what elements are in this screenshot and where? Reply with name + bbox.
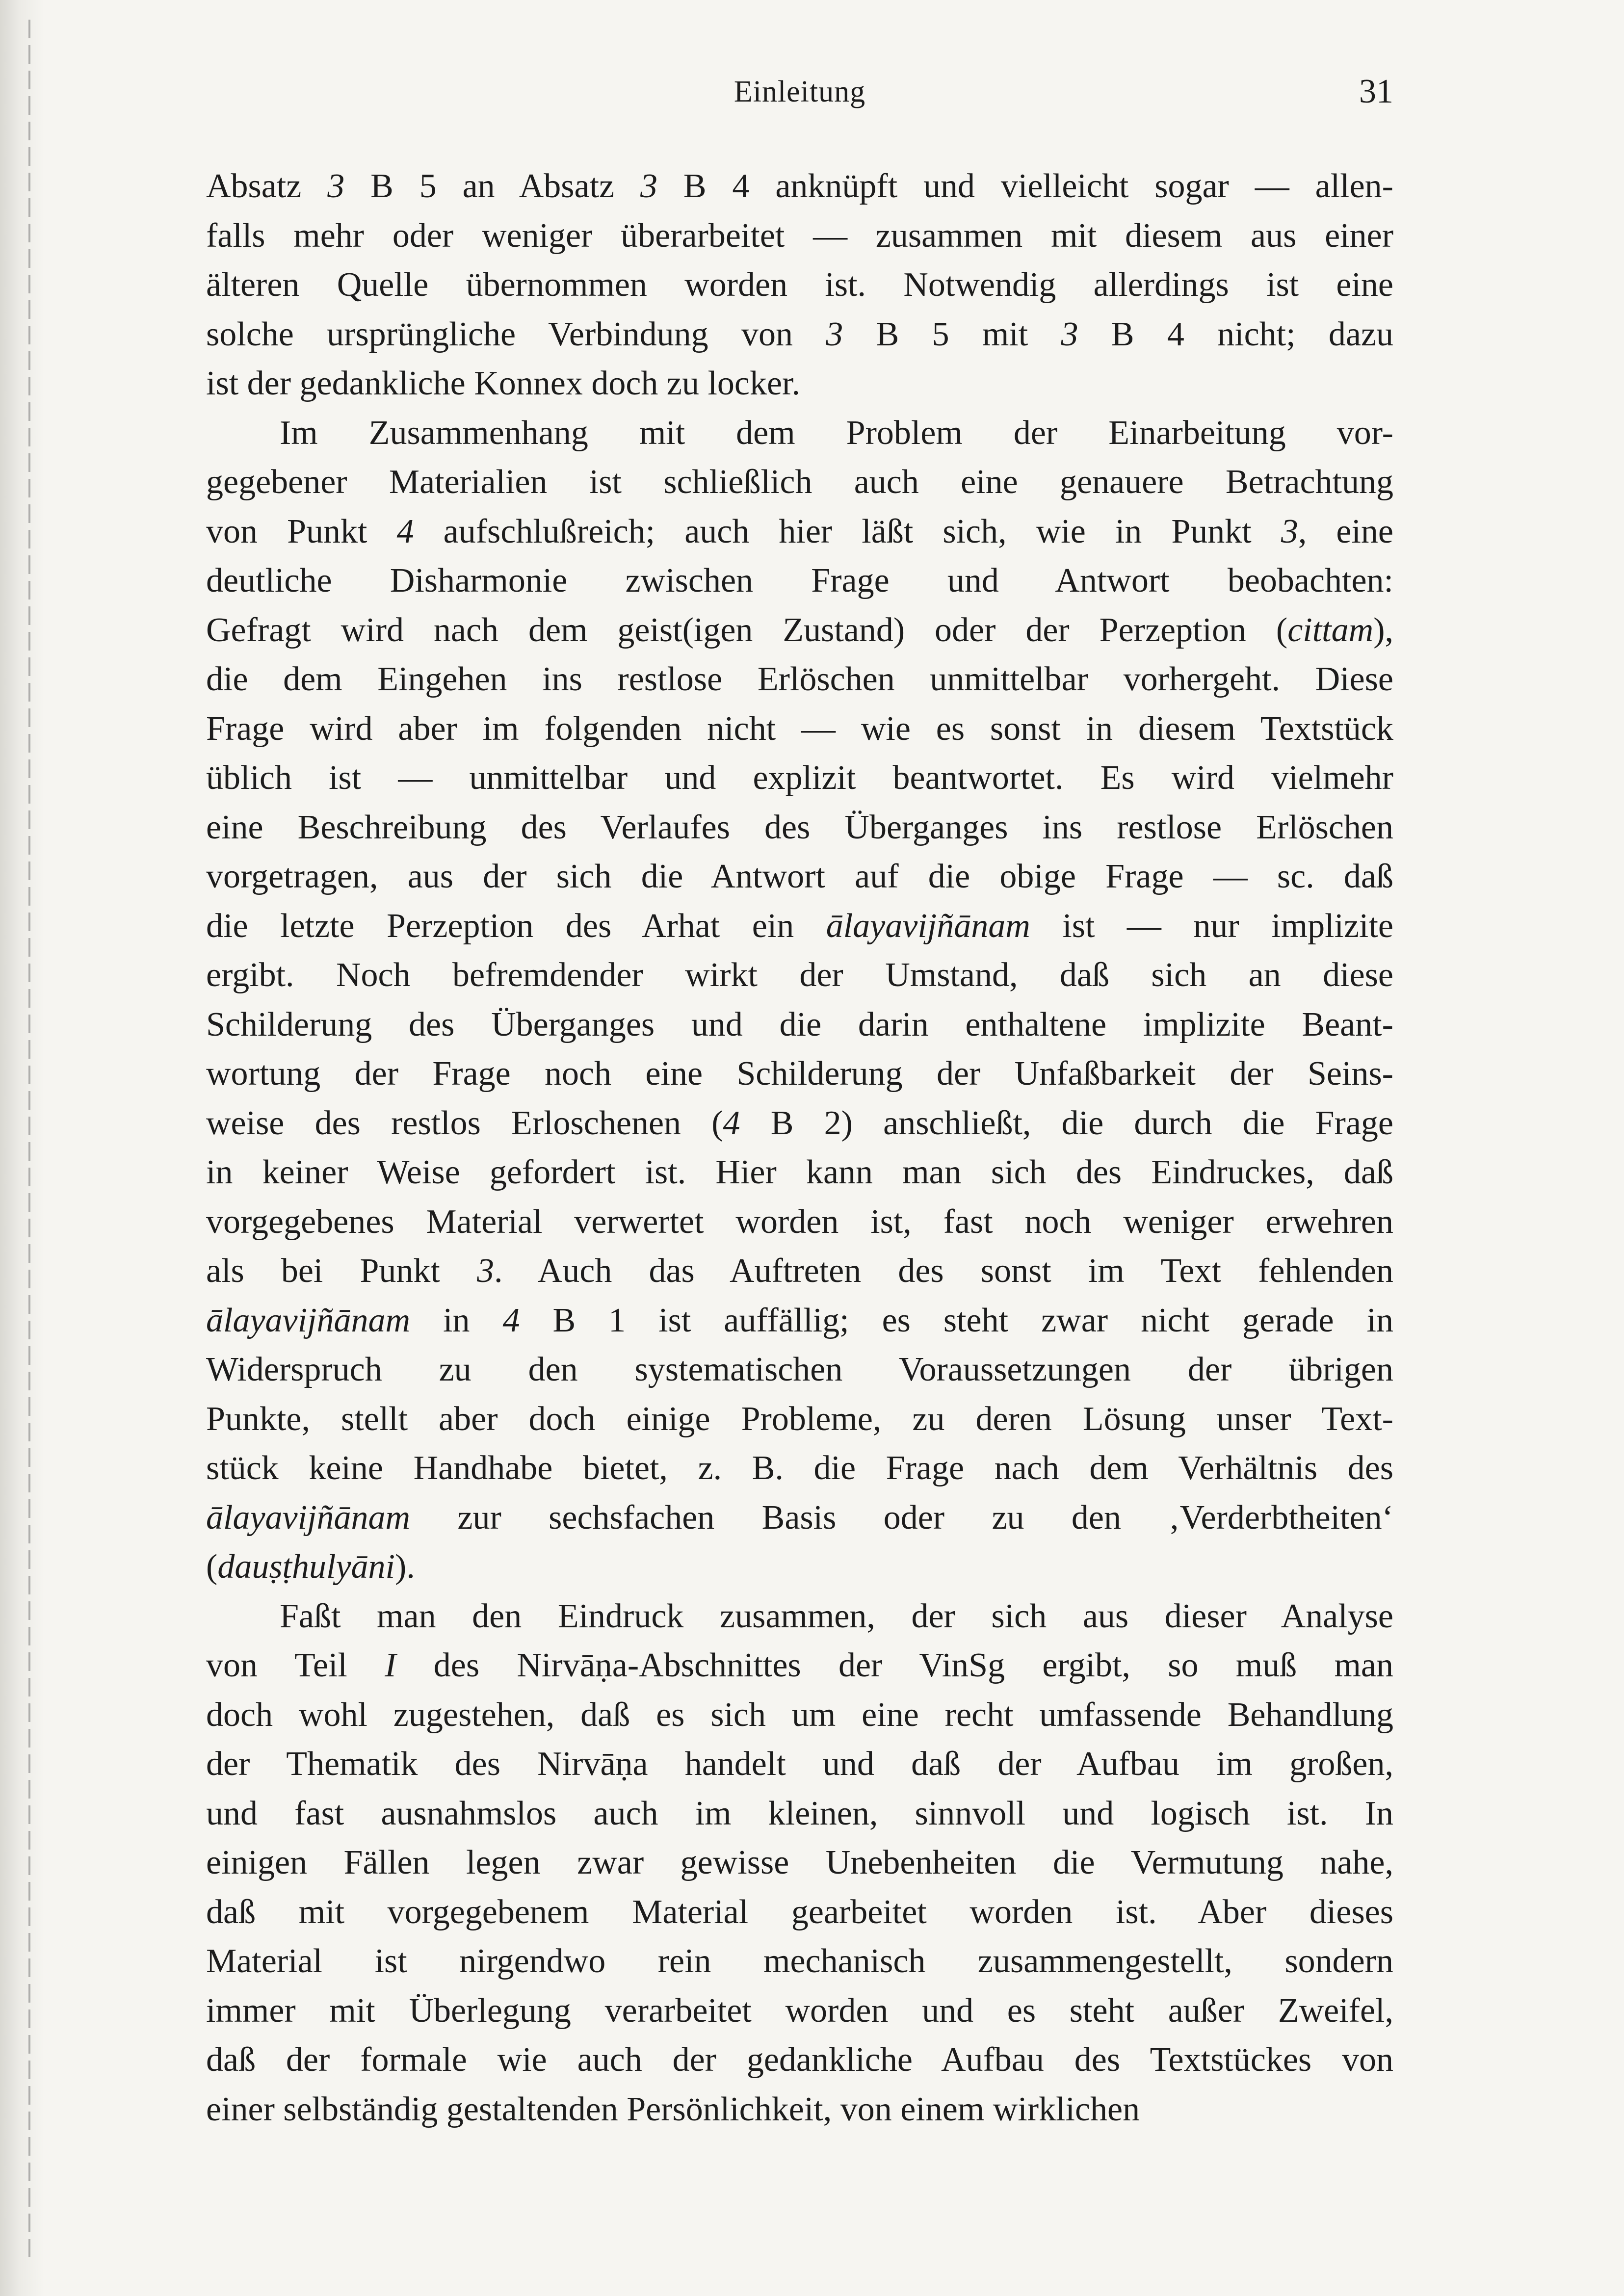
paragraph bbox=[206, 1592, 1393, 2135]
text-run: Im Zusammenhang mit dem Problem der Einarbeitung vor- bbox=[280, 414, 1393, 452]
text-run: ( bbox=[206, 1548, 218, 1586]
text-run: in keiner Weise gefordert ist. Hier kann man sich des Eindruckes, daß bbox=[206, 1153, 1393, 1191]
text-line bbox=[206, 1148, 1393, 1198]
paragraph bbox=[206, 409, 1393, 1592]
text-run: zur sechsfachen Basis oder zu den ‚Verderbtheiten‘ bbox=[410, 1498, 1393, 1537]
text-run: die letzte Perzeption des Arhat ein bbox=[206, 907, 826, 945]
text-line bbox=[206, 951, 1393, 1000]
italic-term: ālayavijñānam bbox=[826, 907, 1030, 945]
text-line bbox=[206, 1986, 1393, 2036]
text-line bbox=[206, 704, 1393, 754]
text-run: B 1 ist auffällig; es steht zwar nicht gerade in bbox=[520, 1301, 1393, 1339]
text-line bbox=[206, 1000, 1393, 1050]
italic-term: 3 bbox=[640, 167, 657, 205]
binding-shadow bbox=[28, 20, 30, 2257]
text-line bbox=[206, 2035, 1393, 2085]
italic-term: 3 bbox=[1281, 512, 1298, 550]
text-run: üblich ist — unmittelbar und explizit beantwortet. Es wird vielmehr bbox=[206, 759, 1393, 797]
text-line bbox=[206, 1198, 1393, 1247]
text-line bbox=[206, 1493, 1393, 1543]
text-run: eine Beschreibung des Verlaufes des Überganges ins restlose Erlöschen bbox=[206, 808, 1393, 846]
text-line bbox=[206, 211, 1393, 261]
text-run: ), bbox=[1373, 611, 1393, 649]
text-run: weise des restlos Erloschenen ( bbox=[206, 1104, 723, 1142]
text-line bbox=[206, 1888, 1393, 1937]
text-run: daß der formale wie auch der gedankliche Aufbau des Textstückes von bbox=[206, 2041, 1393, 2079]
text-line bbox=[206, 310, 1393, 360]
text-line bbox=[206, 754, 1393, 803]
text-run: einigen Fällen legen zwar gewisse Unebenheiten die Vermutung nahe, bbox=[206, 1844, 1393, 1881]
text-line bbox=[206, 2085, 1393, 2135]
text-line bbox=[206, 1838, 1393, 1888]
text-run: der Thematik des Nirvāṇa handelt und daß der Aufbau im großen, bbox=[206, 1745, 1393, 1783]
text-line bbox=[206, 1542, 1393, 1592]
italic-term: 4 bbox=[502, 1301, 520, 1339]
italic-term: 3 bbox=[476, 1252, 494, 1290]
text-run: B 4 anknüpft und vielleicht sogar — allen- bbox=[657, 167, 1393, 205]
text-run: ergibt. Noch befremdender wirkt der Umstand, daß sich an diese bbox=[206, 956, 1393, 994]
text-run: von Punkt bbox=[206, 512, 397, 550]
text-run: Material ist nirgendwo rein mechanisch zusammengestellt, sondern bbox=[206, 1942, 1393, 1980]
text-run: stück keine Handhabe bietet, z. B. die Frage nach dem Verhältnis des bbox=[206, 1449, 1393, 1487]
text-run: ). bbox=[394, 1548, 415, 1586]
text-line bbox=[206, 1395, 1393, 1444]
text-run: , eine bbox=[1298, 512, 1393, 550]
text-run: ist der gedankliche Konnex doch zu locker. bbox=[206, 365, 800, 402]
body-text bbox=[206, 162, 1393, 2134]
text-run: Schilderung des Überganges und die darin enthaltene implizite Beant- bbox=[206, 1005, 1393, 1044]
text-run: Frage wird aber im folgenden nicht — wie es sonst in diesem Textstück bbox=[206, 709, 1393, 748]
text-run: Gefragt wird nach dem geist(igen Zustand) oder der Perzeption ( bbox=[206, 611, 1288, 649]
text-line bbox=[206, 1296, 1393, 1346]
text-run: einer selbständig gestaltenden Persönlichkeit, von einem wirklichen bbox=[206, 2090, 1140, 2128]
text-run: doch wohl zugestehen, daß es sich um eine recht umfassende Behandlung bbox=[206, 1696, 1393, 1734]
text-run: B 5 mit bbox=[843, 315, 1061, 353]
italic-term: 3 bbox=[1061, 315, 1078, 353]
text-line bbox=[206, 1789, 1393, 1839]
italic-term: I bbox=[385, 1646, 396, 1684]
text-line bbox=[206, 1099, 1393, 1148]
text-line bbox=[206, 1691, 1393, 1740]
text-run: falls mehr oder weniger überarbeitet — zusammen mit diesem aus einer bbox=[206, 216, 1393, 255]
text-line bbox=[206, 1049, 1393, 1099]
text-line bbox=[206, 1937, 1393, 1986]
text-run: ist — nur implizite bbox=[1030, 907, 1393, 945]
text-run: von Teil bbox=[206, 1646, 385, 1684]
text-run: B 2) anschließt, die durch die Frage bbox=[740, 1104, 1393, 1142]
text-run: . Auch das Auftreten des sonst im Text fehlenden bbox=[494, 1252, 1393, 1290]
italic-term: 3 bbox=[327, 167, 345, 205]
text-line bbox=[206, 261, 1393, 310]
text-run: des Nirvāṇa-Abschnittes der VinSg ergibt, so muß man bbox=[396, 1646, 1393, 1684]
italic-term: dauṣṭhulyāni bbox=[217, 1548, 395, 1586]
italic-term: 4 bbox=[396, 512, 414, 550]
text-run: B 5 an Absatz bbox=[344, 167, 640, 205]
page-number: 31 bbox=[1359, 73, 1393, 110]
text-run: Absatz bbox=[206, 167, 328, 205]
text-run: gegebener Materialien ist schließlich auch eine genauere Betrachtung bbox=[206, 463, 1393, 501]
text-run: deutliche Disharmonie zwischen Frage und Antwort beobachten: bbox=[206, 562, 1393, 600]
text-line bbox=[206, 606, 1393, 655]
text-run: Punkte, stellt aber doch einige Probleme, zu deren Lösung unser Text- bbox=[206, 1400, 1393, 1438]
text-line bbox=[206, 1345, 1393, 1395]
text-line bbox=[206, 852, 1393, 902]
italic-term: ālayavijñānam bbox=[206, 1498, 411, 1537]
paragraph bbox=[206, 162, 1393, 409]
text-line bbox=[206, 359, 1393, 409]
italic-term: 4 bbox=[723, 1104, 740, 1142]
text-run: und fast ausnahmslos auch im kleinen, sinnvoll und logisch ist. In bbox=[206, 1794, 1393, 1832]
text-run: als bei Punkt bbox=[206, 1252, 477, 1290]
text-line bbox=[206, 162, 1393, 211]
italic-term: cittam bbox=[1287, 611, 1374, 649]
text-run: älteren Quelle übernommen worden ist. Notwendig allerdings ist eine bbox=[206, 266, 1393, 304]
text-run: solche ursprüngliche Verbindung von bbox=[206, 315, 826, 353]
text-line bbox=[206, 409, 1393, 458]
text-run: vorgetragen, aus der sich die Antwort auf die obige Frage — sc. daß bbox=[206, 858, 1393, 895]
text-run: B 4 nicht; dazu bbox=[1078, 315, 1393, 353]
italic-term: ālayavijñānam bbox=[206, 1301, 411, 1339]
page-header bbox=[206, 70, 1393, 114]
text-run: in bbox=[410, 1301, 503, 1339]
text-line bbox=[206, 655, 1393, 704]
italic-term: 3 bbox=[826, 315, 843, 353]
text-line bbox=[206, 458, 1393, 507]
text-run: Faßt man den Eindruck zusammen, der sich aus dieser Analyse bbox=[280, 1597, 1393, 1635]
text-run: daß mit vorgegebenem Material gearbeitet worden ist. Aber dieses bbox=[206, 1893, 1393, 1931]
text-line bbox=[206, 507, 1393, 557]
text-line bbox=[206, 1592, 1393, 1642]
text-line bbox=[206, 556, 1393, 606]
text-line bbox=[206, 1444, 1393, 1493]
text-line bbox=[206, 1641, 1393, 1691]
text-run: wortung der Frage noch eine Schilderung der Unfaßbarkeit der Seins- bbox=[206, 1055, 1393, 1093]
running-title: Einleitung bbox=[733, 75, 866, 108]
text-run: immer mit Überlegung verarbeitet worden und es steht außer Zweifel, bbox=[206, 1991, 1393, 2030]
text-run: die dem Eingehen ins restlose Erlöschen unmittelbar vorhergeht. Diese bbox=[206, 660, 1393, 698]
text-line bbox=[206, 902, 1393, 951]
text-line bbox=[206, 1740, 1393, 1789]
text-run: vorgegebenes Material verwertet worden ist, fast noch weniger erwehren bbox=[206, 1202, 1393, 1241]
text-line bbox=[206, 1247, 1393, 1296]
text-line bbox=[206, 803, 1393, 853]
scan-page-edge bbox=[0, 0, 44, 2296]
text-run: Widerspruch zu den systematischen Voraussetzungen der übrigen bbox=[206, 1351, 1393, 1388]
text-run: aufschlußreich; auch hier läßt sich, wie in Punkt bbox=[414, 512, 1281, 550]
